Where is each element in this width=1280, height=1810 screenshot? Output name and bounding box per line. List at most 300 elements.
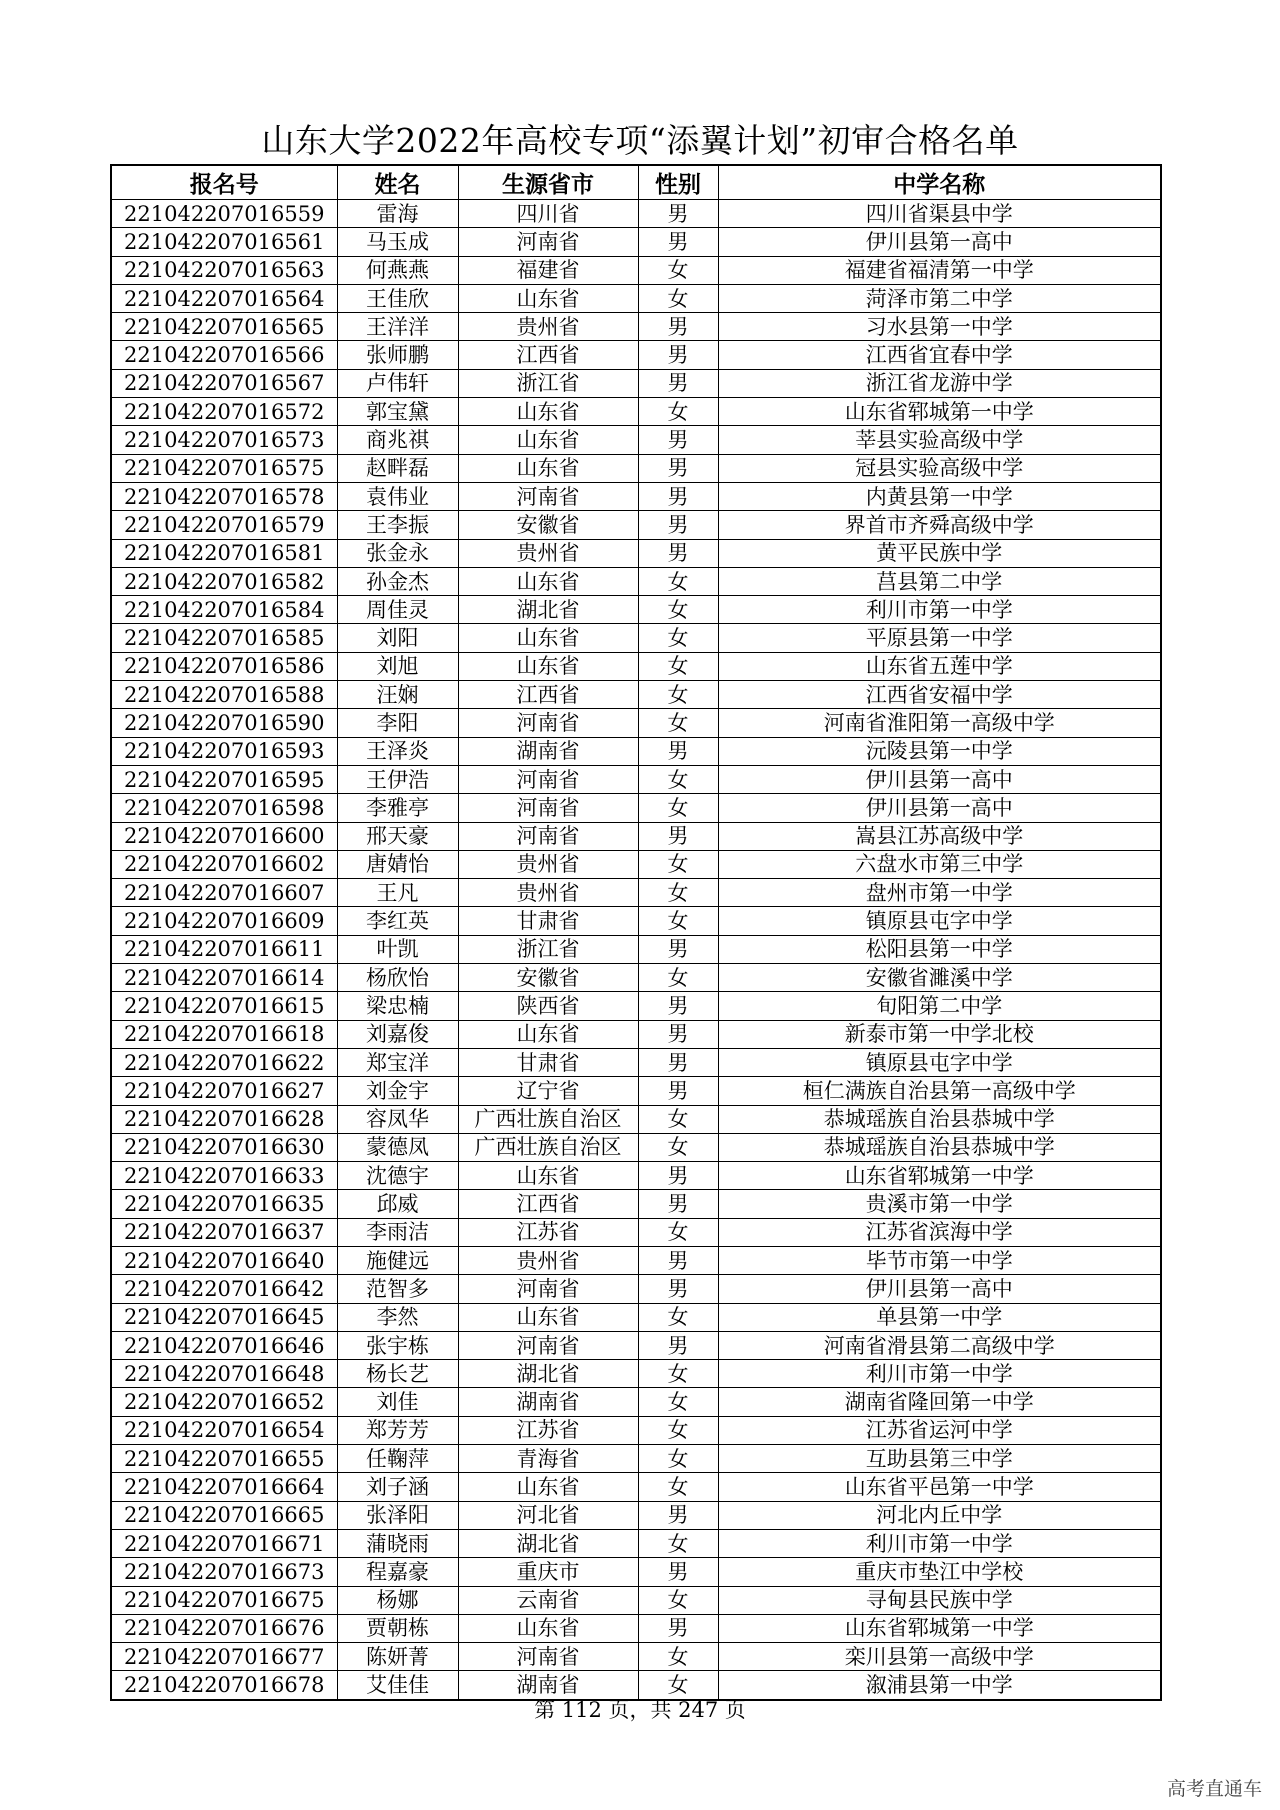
province-cell: 江苏省	[458, 1218, 638, 1246]
province-cell: 河南省	[458, 1275, 638, 1303]
school-cell: 恭城瑶族自治县恭城中学	[718, 1133, 1161, 1161]
school-cell: 寻甸县民族中学	[718, 1586, 1161, 1614]
province-cell: 江西省	[458, 681, 638, 709]
school-cell: 沅陵县第一中学	[718, 737, 1161, 765]
province-cell: 山东省	[458, 1303, 638, 1331]
province-cell: 山东省	[458, 284, 638, 312]
registration-number-cell: 221042207016676	[111, 1614, 337, 1642]
registration-number-cell: 221042207016622	[111, 1048, 337, 1076]
province-cell: 浙江省	[458, 935, 638, 963]
registration-number-cell: 221042207016652	[111, 1388, 337, 1416]
name-cell: 张金永	[337, 539, 458, 567]
province-cell: 重庆市	[458, 1558, 638, 1586]
table-row	[111, 539, 1161, 567]
gender-cell: 女	[638, 1360, 718, 1388]
gender-cell: 女	[638, 596, 718, 624]
name-cell: 商兆祺	[337, 426, 458, 454]
table-row	[111, 454, 1161, 482]
registration-number-cell: 221042207016633	[111, 1162, 337, 1190]
registration-number-cell: 221042207016593	[111, 737, 337, 765]
name-cell: 邢天豪	[337, 822, 458, 850]
registration-number-cell: 221042207016582	[111, 567, 337, 595]
registration-number-cell: 221042207016588	[111, 681, 337, 709]
registration-number-cell: 221042207016642	[111, 1275, 337, 1303]
table-row	[111, 1048, 1161, 1076]
gender-cell: 女	[638, 1586, 718, 1614]
province-cell: 河南省	[458, 765, 638, 793]
province-cell: 云南省	[458, 1586, 638, 1614]
gender-cell: 女	[638, 850, 718, 878]
gender-cell: 女	[638, 567, 718, 595]
school-cell: 山东省平邑第一中学	[718, 1473, 1161, 1501]
name-cell: 梁忠楠	[337, 992, 458, 1020]
table-row	[111, 1388, 1161, 1416]
gender-cell: 男	[638, 1190, 718, 1218]
table-row	[111, 369, 1161, 397]
registration-number-cell: 221042207016567	[111, 369, 337, 397]
province-cell: 贵州省	[458, 1246, 638, 1274]
registration-number-cell: 221042207016579	[111, 511, 337, 539]
table-row	[111, 709, 1161, 737]
registration-number-cell: 221042207016565	[111, 313, 337, 341]
name-cell: 李雨洁	[337, 1218, 458, 1246]
province-cell: 河南省	[458, 482, 638, 510]
registration-number-cell: 221042207016675	[111, 1586, 337, 1614]
school-cell: 毕节市第一中学	[718, 1246, 1161, 1274]
province-cell: 山东省	[458, 398, 638, 426]
gender-cell: 男	[638, 1275, 718, 1303]
school-cell: 旬阳第二中学	[718, 992, 1161, 1020]
gender-cell: 男	[638, 426, 718, 454]
province-cell: 湖北省	[458, 1529, 638, 1557]
school-cell: 河南省淮阳第一高级中学	[718, 709, 1161, 737]
registration-number-cell: 221042207016559	[111, 200, 337, 228]
name-cell: 范智多	[337, 1275, 458, 1303]
table-row	[111, 313, 1161, 341]
province-cell: 贵州省	[458, 313, 638, 341]
table-row	[111, 1162, 1161, 1190]
table-row	[111, 1416, 1161, 1444]
name-cell: 刘嘉俊	[337, 1020, 458, 1048]
name-cell: 张泽阳	[337, 1501, 458, 1529]
gender-cell: 女	[638, 1671, 718, 1700]
watermark-text: 高考直通车	[1166, 1778, 1262, 1800]
registration-number-cell: 221042207016627	[111, 1077, 337, 1105]
school-cell: 恭城瑶族自治县恭城中学	[718, 1105, 1161, 1133]
registration-number-cell: 221042207016678	[111, 1671, 337, 1700]
table-row	[111, 907, 1161, 935]
registration-number-cell: 221042207016618	[111, 1020, 337, 1048]
table-row	[111, 794, 1161, 822]
table-row	[111, 1473, 1161, 1501]
registration-number-cell: 221042207016600	[111, 822, 337, 850]
registration-number-cell: 221042207016664	[111, 1473, 337, 1501]
table-row	[111, 822, 1161, 850]
table-row	[111, 1529, 1161, 1557]
school-cell: 山东省五莲中学	[718, 652, 1161, 680]
province-cell: 山东省	[458, 567, 638, 595]
gender-cell: 男	[638, 369, 718, 397]
school-cell: 莘县实验高级中学	[718, 426, 1161, 454]
column-header-gender: 性别	[638, 165, 718, 200]
school-cell: 山东省郓城第一中学	[718, 398, 1161, 426]
name-cell: 王李振	[337, 511, 458, 539]
name-cell: 王伊浩	[337, 765, 458, 793]
name-cell: 李然	[337, 1303, 458, 1331]
name-cell: 李雅亭	[337, 794, 458, 822]
name-cell: 蒙德凤	[337, 1133, 458, 1161]
registration-number-cell: 221042207016572	[111, 398, 337, 426]
table-row	[111, 341, 1161, 369]
registration-number-cell: 221042207016607	[111, 879, 337, 907]
table-row	[111, 737, 1161, 765]
school-cell: 湖南省隆回第一中学	[718, 1388, 1161, 1416]
gender-cell: 男	[638, 935, 718, 963]
name-cell: 刘旭	[337, 652, 458, 680]
province-cell: 河南省	[458, 822, 638, 850]
registration-number-cell: 221042207016598	[111, 794, 337, 822]
gender-cell: 女	[638, 1105, 718, 1133]
table-body	[111, 200, 1161, 1700]
registration-number-cell: 221042207016563	[111, 256, 337, 284]
province-cell: 河南省	[458, 228, 638, 256]
registration-number-cell: 221042207016585	[111, 624, 337, 652]
page-footer: 第 112 页，共 247 页	[534, 1698, 746, 1722]
gender-cell: 女	[638, 1303, 718, 1331]
name-cell: 艾佳佳	[337, 1671, 458, 1700]
school-cell: 利川市第一中学	[718, 596, 1161, 624]
gender-cell: 女	[638, 1416, 718, 1444]
school-cell: 栾川县第一高级中学	[718, 1643, 1161, 1671]
province-cell: 山东省	[458, 652, 638, 680]
name-cell: 容凤华	[337, 1105, 458, 1133]
school-cell: 平原县第一中学	[718, 624, 1161, 652]
province-cell: 山东省	[458, 1020, 638, 1048]
name-cell: 马玉成	[337, 228, 458, 256]
table-row	[111, 1558, 1161, 1586]
name-cell: 王洋洋	[337, 313, 458, 341]
province-cell: 安徽省	[458, 511, 638, 539]
table-row	[111, 1275, 1161, 1303]
gender-cell: 女	[638, 284, 718, 312]
name-cell: 李阳	[337, 709, 458, 737]
school-cell: 互助县第三中学	[718, 1445, 1161, 1473]
table-row	[111, 1331, 1161, 1359]
name-cell: 王泽炎	[337, 737, 458, 765]
name-cell: 郑芳芳	[337, 1416, 458, 1444]
table-row	[111, 1501, 1161, 1529]
name-cell: 汪娴	[337, 681, 458, 709]
name-cell: 杨长艺	[337, 1360, 458, 1388]
school-cell: 镇原县屯字中学	[718, 907, 1161, 935]
name-cell: 李红英	[337, 907, 458, 935]
name-cell: 杨欣怡	[337, 964, 458, 992]
province-cell: 辽宁省	[458, 1077, 638, 1105]
gender-cell: 女	[638, 1133, 718, 1161]
registration-number-cell: 221042207016637	[111, 1218, 337, 1246]
table-row	[111, 1445, 1161, 1473]
gender-cell: 男	[638, 1558, 718, 1586]
registration-number-cell: 221042207016609	[111, 907, 337, 935]
name-cell: 邱威	[337, 1190, 458, 1218]
table-row	[111, 482, 1161, 510]
gender-cell: 女	[638, 681, 718, 709]
gender-cell: 男	[638, 511, 718, 539]
school-cell: 伊川县第一高中	[718, 794, 1161, 822]
table-row	[111, 256, 1161, 284]
table-row	[111, 879, 1161, 907]
province-cell: 甘肃省	[458, 1048, 638, 1076]
province-cell: 广西壮族自治区	[458, 1105, 638, 1133]
registration-number-cell: 221042207016630	[111, 1133, 337, 1161]
gender-cell: 男	[638, 539, 718, 567]
province-cell: 贵州省	[458, 539, 638, 567]
school-cell: 嵩县江苏高级中学	[718, 822, 1161, 850]
school-cell: 习水县第一中学	[718, 313, 1161, 341]
name-cell: 刘子涵	[337, 1473, 458, 1501]
table-row	[111, 624, 1161, 652]
name-cell: 袁伟业	[337, 482, 458, 510]
province-cell: 河南省	[458, 794, 638, 822]
table-row	[111, 1614, 1161, 1642]
school-cell: 桓仁满族自治县第一高级中学	[718, 1077, 1161, 1105]
province-cell: 河南省	[458, 709, 638, 737]
province-cell: 河北省	[458, 1501, 638, 1529]
table-row	[111, 284, 1161, 312]
gender-cell: 男	[638, 822, 718, 850]
gender-cell: 男	[638, 992, 718, 1020]
table-row	[111, 1360, 1161, 1388]
school-cell: 菏泽市第二中学	[718, 284, 1161, 312]
column-header-name: 姓名	[337, 165, 458, 200]
table-row	[111, 398, 1161, 426]
school-cell: 伊川县第一高中	[718, 1275, 1161, 1303]
table-row	[111, 1020, 1161, 1048]
name-cell: 何燕燕	[337, 256, 458, 284]
school-cell: 安徽省濉溪中学	[718, 964, 1161, 992]
registration-number-cell: 221042207016602	[111, 850, 337, 878]
registration-number-cell: 221042207016564	[111, 284, 337, 312]
name-cell: 沈德宇	[337, 1162, 458, 1190]
registration-number-cell: 221042207016640	[111, 1246, 337, 1274]
name-cell: 杨娜	[337, 1586, 458, 1614]
gender-cell: 男	[638, 341, 718, 369]
province-cell: 山东省	[458, 1162, 638, 1190]
school-cell: 四川省渠县中学	[718, 200, 1161, 228]
table-row	[111, 850, 1161, 878]
province-cell: 山东省	[458, 426, 638, 454]
table-row	[111, 765, 1161, 793]
gender-cell: 女	[638, 879, 718, 907]
table-row	[111, 1586, 1161, 1614]
province-cell: 福建省	[458, 256, 638, 284]
gender-cell: 男	[638, 482, 718, 510]
name-cell: 叶凯	[337, 935, 458, 963]
province-cell: 贵州省	[458, 850, 638, 878]
gender-cell: 女	[638, 907, 718, 935]
school-cell: 江西省安福中学	[718, 681, 1161, 709]
table-row	[111, 1246, 1161, 1274]
registration-number-cell: 221042207016671	[111, 1529, 337, 1557]
name-cell: 贾朝栋	[337, 1614, 458, 1642]
gender-cell: 女	[638, 1388, 718, 1416]
gender-cell: 男	[638, 1501, 718, 1529]
registration-number-cell: 221042207016573	[111, 426, 337, 454]
province-cell: 湖南省	[458, 737, 638, 765]
registration-number-cell: 221042207016673	[111, 1558, 337, 1586]
gender-cell: 女	[638, 398, 718, 426]
table-row	[111, 1105, 1161, 1133]
school-cell: 福建省福清第一中学	[718, 256, 1161, 284]
province-cell: 江西省	[458, 341, 638, 369]
gender-cell: 女	[638, 256, 718, 284]
province-cell: 江苏省	[458, 1416, 638, 1444]
name-cell: 雷海	[337, 200, 458, 228]
province-cell: 江西省	[458, 1190, 638, 1218]
table-row	[111, 596, 1161, 624]
school-cell: 山东省郓城第一中学	[718, 1614, 1161, 1642]
school-cell: 伊川县第一高中	[718, 765, 1161, 793]
school-cell: 黄平民族中学	[718, 539, 1161, 567]
registration-number-cell: 221042207016648	[111, 1360, 337, 1388]
province-cell: 山东省	[458, 624, 638, 652]
name-cell: 赵畔磊	[337, 454, 458, 482]
table-header-row	[111, 165, 1161, 200]
school-cell: 冠县实验高级中学	[718, 454, 1161, 482]
roster-table	[110, 164, 1162, 1701]
name-cell: 施健远	[337, 1246, 458, 1274]
registration-number-cell: 221042207016611	[111, 935, 337, 963]
school-cell: 浙江省龙游中学	[718, 369, 1161, 397]
school-cell: 伊川县第一高中	[718, 228, 1161, 256]
school-cell: 河南省滑县第二高级中学	[718, 1331, 1161, 1359]
table-row	[111, 1218, 1161, 1246]
gender-cell: 男	[638, 1246, 718, 1274]
province-cell: 湖北省	[458, 1360, 638, 1388]
school-cell: 山东省郓城第一中学	[718, 1162, 1161, 1190]
name-cell: 王佳欣	[337, 284, 458, 312]
registration-number-cell: 221042207016628	[111, 1105, 337, 1133]
registration-number-cell: 221042207016615	[111, 992, 337, 1020]
table-row	[111, 511, 1161, 539]
registration-number-cell: 221042207016581	[111, 539, 337, 567]
school-cell: 内黄县第一中学	[718, 482, 1161, 510]
province-cell: 山东省	[458, 454, 638, 482]
table-row	[111, 1303, 1161, 1331]
table-row	[111, 228, 1161, 256]
school-cell: 六盘水市第三中学	[718, 850, 1161, 878]
name-cell: 张宇栋	[337, 1331, 458, 1359]
school-cell: 贵溪市第一中学	[718, 1190, 1161, 1218]
school-cell: 镇原县屯字中学	[718, 1048, 1161, 1076]
gender-cell: 男	[638, 737, 718, 765]
gender-cell: 男	[638, 313, 718, 341]
gender-cell: 男	[638, 1162, 718, 1190]
table-row	[111, 426, 1161, 454]
table-row	[111, 992, 1161, 1020]
page-title: 山东大学2022年高校专项“添翼计划”初审合格名单	[261, 121, 1019, 160]
gender-cell: 女	[638, 624, 718, 652]
gender-cell: 男	[638, 1077, 718, 1105]
table-row	[111, 935, 1161, 963]
name-cell: 张师鹏	[337, 341, 458, 369]
registration-number-cell: 221042207016645	[111, 1303, 337, 1331]
gender-cell: 女	[638, 794, 718, 822]
gender-cell: 女	[638, 1643, 718, 1671]
province-cell: 陕西省	[458, 992, 638, 1020]
name-cell: 刘金宇	[337, 1077, 458, 1105]
name-cell: 王凡	[337, 879, 458, 907]
school-cell: 利川市第一中学	[718, 1360, 1161, 1388]
name-cell: 程嘉豪	[337, 1558, 458, 1586]
school-cell: 莒县第二中学	[718, 567, 1161, 595]
province-cell: 四川省	[458, 200, 638, 228]
gender-cell: 女	[638, 652, 718, 680]
gender-cell: 男	[638, 1048, 718, 1076]
name-cell: 唐婧怡	[337, 850, 458, 878]
table-row	[111, 1077, 1161, 1105]
gender-cell: 男	[638, 200, 718, 228]
registration-number-cell: 221042207016654	[111, 1416, 337, 1444]
province-cell: 贵州省	[458, 879, 638, 907]
province-cell: 河南省	[458, 1643, 638, 1671]
gender-cell: 女	[638, 1218, 718, 1246]
table-row	[111, 652, 1161, 680]
school-cell: 单县第一中学	[718, 1303, 1161, 1331]
column-header-province: 生源省市	[458, 165, 638, 200]
province-cell: 安徽省	[458, 964, 638, 992]
school-cell: 江苏省滨海中学	[718, 1218, 1161, 1246]
name-cell: 郑宝洋	[337, 1048, 458, 1076]
gender-cell: 女	[638, 1445, 718, 1473]
province-cell: 河南省	[458, 1331, 638, 1359]
gender-cell: 女	[638, 1473, 718, 1501]
province-cell: 山东省	[458, 1614, 638, 1642]
table-row	[111, 1133, 1161, 1161]
province-cell: 浙江省	[458, 369, 638, 397]
registration-number-cell: 221042207016614	[111, 964, 337, 992]
name-cell: 陈妍菁	[337, 1643, 458, 1671]
name-cell: 蒲晓雨	[337, 1529, 458, 1557]
name-cell: 卢伟轩	[337, 369, 458, 397]
gender-cell: 男	[638, 1020, 718, 1048]
table-row	[111, 567, 1161, 595]
registration-number-cell: 221042207016586	[111, 652, 337, 680]
registration-number-cell: 221042207016561	[111, 228, 337, 256]
school-cell: 松阳县第一中学	[718, 935, 1161, 963]
registration-number-cell: 221042207016665	[111, 1501, 337, 1529]
table-row	[111, 1190, 1161, 1218]
school-cell: 重庆市垫江中学校	[718, 1558, 1161, 1586]
name-cell: 刘佳	[337, 1388, 458, 1416]
province-cell: 湖北省	[458, 596, 638, 624]
gender-cell: 男	[638, 1331, 718, 1359]
gender-cell: 女	[638, 765, 718, 793]
province-cell: 甘肃省	[458, 907, 638, 935]
registration-number-cell: 221042207016566	[111, 341, 337, 369]
registration-number-cell: 221042207016595	[111, 765, 337, 793]
school-cell: 江苏省运河中学	[718, 1416, 1161, 1444]
table-row	[111, 964, 1161, 992]
registration-number-cell: 221042207016646	[111, 1331, 337, 1359]
name-cell: 郭宝黛	[337, 398, 458, 426]
province-cell: 青海省	[458, 1445, 638, 1473]
school-cell: 河北内丘中学	[718, 1501, 1161, 1529]
gender-cell: 女	[638, 1529, 718, 1557]
school-cell: 新泰市第一中学北校	[718, 1020, 1161, 1048]
name-cell: 孙金杰	[337, 567, 458, 595]
gender-cell: 男	[638, 228, 718, 256]
